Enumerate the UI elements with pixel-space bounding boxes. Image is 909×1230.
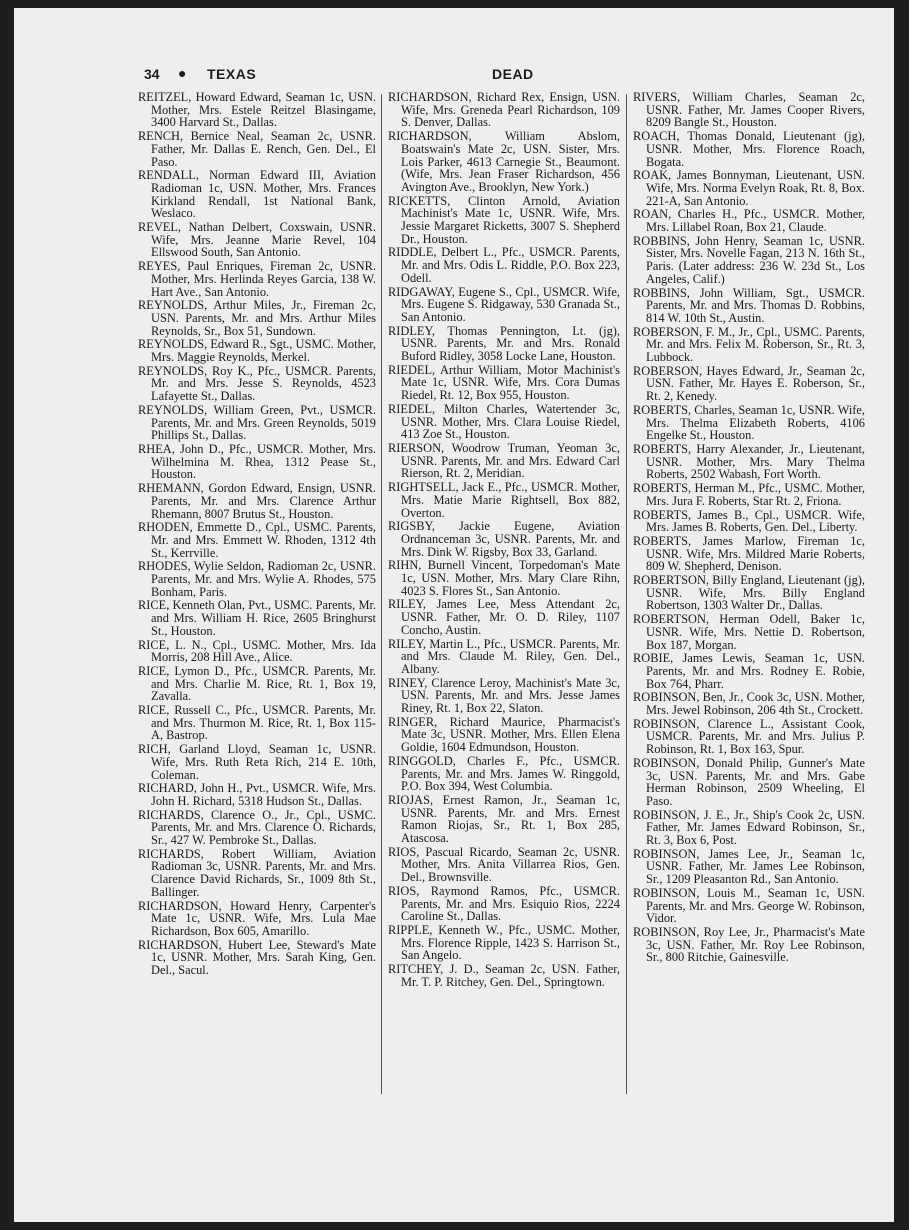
column-divider: [381, 94, 382, 1094]
casualty-entry: RICE, Kenneth Olan, Pvt., USMC. Parents, Mr. and Mrs. William H. Rice, 2605 Bringhurst St., Houston.: [138, 598, 376, 638]
casualty-entry: RICHARDS, Clarence O., Jr., Cpl., USMC. Parents, Mr. and Mrs. Clarence O. Richards, Sr., 427 W. Pembroke St., Dallas.: [138, 807, 376, 848]
casualty-entry: ROBBINS, John Henry, Seaman 1c, USNR. Sister, Mrs. Novelle Fagan, 213 N. 16th St., Paris. (Later address: 236 W. 23d St., Los Angeles, Calif.): [633, 233, 865, 286]
casualty-entry: ROBERTS, James Marlow, Fireman 1c, USNR. Wife, Mrs. Mildred Marie Roberts, 809 W. Shepherd, Denison.: [633, 533, 865, 574]
casualty-entry: RICHARDSON, Hubert Lee, Steward's Mate 1c, USNR. Mother, Mrs. Sarah King, Gen. Del., Sacul.: [138, 937, 376, 978]
casualty-entry: REYES, Paul Enriques, Fireman 2c, USNR. Mother, Mrs. Herlinda Reyes Garcia, 138 W. Hart Ave., San Antonio.: [138, 259, 376, 299]
casualty-entry: RIHN, Burnell Vincent, Torpedoman's Mate 1c, USN. Mother, Mrs. Mary Clare Rihn, 4023 S. Flores St., San Antonio.: [388, 558, 620, 598]
casualty-entry: RILEY, Martin L., Pfc., USMCR. Parents, Mr. and Mrs. Claude M. Riley, Gen. Del., Albany.: [388, 636, 620, 676]
document-page: [14, 8, 894, 1222]
casualty-entry: ROBERTS, James B., Cpl., USMCR. Wife, Mrs. James B. Roberts, Gen. Del., Liberty.: [633, 507, 865, 535]
casualty-entry: REVEL, Nathan Delbert, Coxswain, USNR. Wife, Mrs. Jeanne Marie Revel, 104 Ellswood South, San Antonio.: [138, 220, 376, 260]
page-header: [14, 66, 894, 88]
casualty-entry: RIGSBY, Jackie Eugene, Aviation Ordnanceman 3c, USNR. Parents, Mr. and Mrs. Dink W. Rigsby, Box 33, Garland.: [388, 519, 620, 559]
casualty-entry: RHODEN, Emmette D., Cpl., USMC. Parents, Mr. and Mrs. Emmett W. Rhoden, 1312 4th St., Kerrville.: [138, 520, 376, 560]
column-2: [388, 91, 620, 990]
casualty-entry: RIDDLE, Delbert L., Pfc., USMCR. Parents, Mr. and Mrs. Odis L. Riddle, P.O. Box 223, Odell.: [388, 245, 620, 285]
casualty-entry: ROBERTS, Harry Alexander, Jr., Lieutenant, USNR. Mother, Mrs. Mary Thelma Roberts, 2502 Wabash, Fort Worth.: [633, 441, 865, 482]
casualty-entry: REYNOLDS, Edward R., Sgt., USMC. Mother, Mrs. Maggie Reynolds, Merkel.: [138, 337, 376, 365]
casualty-entry: ROBINSON, Donald Philip, Gunner's Mate 3c, USN. Parents, Mr. and Mrs. Gabe Herman Robinson, 2509 Wheeling, El Paso.: [633, 755, 865, 808]
casualty-entry: RHEA, John D., Pfc., USMCR. Mother, Mrs. Wilhelmina M. Rhea, 1312 Pease St., Houston.: [138, 441, 376, 482]
casualty-entry: RITCHEY, J. D., Seaman 2c, USN. Father, Mr. T. P. Ritchey, Gen. Del., Springtown.: [388, 962, 620, 989]
casualty-entry: ROACH, Thomas Donald, Lieutenant (jg), USNR. Mother, Mrs. Florence Roach, Bogata.: [633, 129, 865, 169]
casualty-entry: ROBINSON, Roy Lee, Jr., Pharmacist's Mate 3c, USN. Father, Mr. Roy Lee Robinson, Sr., 800 Ritchie, Gainesville.: [633, 925, 865, 965]
casualty-entry: ROBBINS, John William, Sgt., USMCR. Parents, Mr. and Mrs. Thomas D. Robbins, 814 W. 10th St., Austin.: [633, 285, 865, 325]
casualty-entry: ROBERTSON, Herman Odell, Baker 1c, USNR. Wife, Mrs. Nettie D. Robertson, Box 187, Morgan.: [633, 612, 865, 652]
column-divider: [626, 94, 627, 1094]
casualty-entry: REYNOLDS, William Green, Pvt., USMCR. Parents, Mr. and Mrs. Green Reynolds, 5019 Phillips St., Dallas.: [138, 402, 376, 443]
casualty-entry: RIDGAWAY, Eugene S., Cpl., USMCR. Wife, Mrs. Eugene S. Ridgaway, 530 Granada St., San Antonio.: [388, 284, 620, 324]
casualty-entry: ROBIE, James Lewis, Seaman 1c, USN. Parents, Mr. and Mrs. Rodney E. Robie, Box 764, Pharr.: [633, 651, 865, 691]
bullet-icon: ●: [178, 65, 187, 81]
casualty-entry: ROBINSON, Louis M., Seaman 1c, USN. Parents, Mr. and Mrs. George W. Robinson, Vidor.: [633, 885, 865, 926]
casualty-entry: RIVERS, William Charles, Seaman 2c, USNR. Father, Mr. James Cooper Rivers, 8209 Bangle St., Houston.: [633, 90, 865, 130]
casualty-entry: RINGGOLD, Charles F., Pfc., USMCR. Parents, Mr. and Mrs. James W. Ringgold, P.O. Box 394, West Columbia.: [388, 753, 620, 794]
casualty-entry: ROBERTSON, Billy England, Lieutenant (jg), USNR. Wife, Mrs. Billy England Robertson, 1303 Walter Dr., Dallas.: [633, 573, 865, 613]
casualty-entry: RIOJAS, Ernest Ramon, Jr., Seaman 1c, USNR. Parents, Mr. and Mrs. Ernest Ramon Riojas, Sr., Rt. 1, Box 285, Atascosa.: [388, 792, 620, 846]
casualty-entry: ROBINSON, James Lee, Jr., Seaman 1c, USNR. Father, Mr. James Lee Robinson, Sr., 1209 Pleasanton Rd., San Antonio.: [633, 846, 865, 887]
casualty-entry: RICHARDSON, Richard Rex, Ensign, USN. Wife, Mrs. Greneda Pearl Richardson, 109 S. Denver, Dallas.: [388, 90, 620, 130]
category-heading: DEAD: [492, 66, 534, 82]
casualty-entry: RIEDEL, Arthur William, Motor Machinist's Mate 1c, USNR. Wife, Mrs. Cora Dumas Riedel, Rt. 12, Box 955, Houston.: [388, 362, 620, 403]
casualty-entry: RICHARDS, Robert William, Aviation Radioman 3c, USNR. Parents, Mr. and Mrs. Clarence David Richards, Sr., 1009 8th St., Ballinger.: [138, 846, 376, 899]
casualty-entry: RIERSON, Woodrow Truman, Yeoman 3c, USNR. Parents, Mr. and Mrs. Edward Carl Rierson, Rt. 2, Meridian.: [388, 440, 620, 481]
casualty-entry: RICE, L. N., Cpl., USMC. Mother, Mrs. Ida Morris, 208 Hill Ave., Alice.: [138, 637, 376, 665]
page-number: 34: [144, 66, 160, 82]
casualty-entry: ROBERTS, Charles, Seaman 1c, USNR. Wife, Mrs. Thelma Elizabeth Roberts, 4106 Engelke St., Houston.: [633, 402, 865, 443]
casualty-entry: ROAN, Charles H., Pfc., USMCR. Mother, Mrs. Lillabel Roan, Box 21, Claude.: [633, 207, 865, 235]
casualty-entry: RICH, Garland Lloyd, Seaman 1c, USNR. Wife, Mrs. Ruth Reta Rich, 214 E. 10th, Coleman.: [138, 742, 376, 782]
state-heading: TEXAS: [207, 66, 257, 82]
casualty-entry: RICHARDSON, William Abslom, Boatswain's Mate 2c, USN. Sister, Mrs. Lois Parker, 4613 Carnegie St., Beaumont. (Wife, Mrs. Jean Fraser Richardson, 456 Avington Ave., Brooklyn, New York.): [388, 129, 620, 194]
casualty-entry: RIGHTSELL, Jack E., Pfc., USMCR. Mother, Mrs. Matie Marie Rightsell, Box 882, Overton.: [388, 480, 620, 520]
casualty-entry: ROBINSON, Ben, Jr., Cook 3c, USN. Mother, Mrs. Jewel Robinson, 206 4th St., Crockett.: [633, 690, 865, 718]
casualty-entry: RIDLEY, Thomas Pennington, Lt. (jg), USNR. Parents, Mr. and Mrs. Ronald Buford Ridley, 3058 Locke Lane, Houston.: [388, 323, 620, 364]
casualty-entry: ROBERSON, Hayes Edward, Jr., Seaman 2c, USN. Father, Mr. Hayes E. Roberson, Sr., Rt. 2, Kenedy.: [633, 363, 865, 404]
column-3: [633, 91, 865, 965]
casualty-entry: RENCH, Bernice Neal, Seaman 2c, USNR. Father, Mr. Dallas E. Rench, Gen. Del., El Paso.: [138, 129, 376, 169]
casualty-entry: RIOS, Pascual Ricardo, Seaman 2c, USNR. Mother, Mrs. Anita Villarrea Rios, Gen. Del., Brownsville.: [388, 844, 620, 885]
casualty-entry: ROBERTS, Herman M., Pfc., USMC. Mother, Mrs. Jura F. Roberts, Star Rt. 2, Friona.: [633, 481, 865, 508]
casualty-entry: ROAK, James Bonnyman, Lieutenant, USN. Wife, Mrs. Norma Evelyn Roak, Rt. 8, Box. 221-A, San Antonio.: [633, 168, 865, 208]
casualty-entry: RIPPLE, Kenneth W., Pfc., USMC. Mother, Mrs. Florence Ripple, 1423 S. Harrison St., San Angelo.: [388, 923, 620, 963]
casualty-entry: RICE, Lymon D., Pfc., USMCR. Parents, Mr. and Mrs. Charlie M. Rice, Rt. 1, Box 19, Zavalla.: [138, 663, 376, 704]
casualty-entry: ROBERSON, F. M., Jr., Cpl., USMC. Parents, Mr. and Mrs. Felix M. Roberson, Sr., Rt. 3, Lubbock.: [633, 324, 865, 365]
casualty-entry: RICE, Russell C., Pfc., USMCR. Parents, Mr. and Mrs. Thurmon M. Rice, Rt. 1, Box 115-A, Bastrop.: [138, 703, 376, 743]
casualty-entry: ROBINSON, Clarence L., Assistant Cook, USMCR. Parents, Mr. and Mrs. Julius P. Robinson, Rt. 1, Box 163, Spur.: [633, 716, 865, 757]
casualty-entry: RENDALL, Norman Edward III, Aviation Radioman 1c, USN. Mother, Mrs. Frances Kirkland Rendall, 1st National Bank, Weslaco.: [138, 168, 376, 221]
column-1: [138, 91, 376, 978]
casualty-entry: RICKETTS, Clinton Arnold, Aviation Machinist's Mate 1c, USNR. Wife, Mrs. Jessie Margaret Ricketts, 3007 S. Shepherd Dr., Houston.: [388, 193, 620, 246]
casualty-entry: RIEDEL, Milton Charles, Watertender 3c, USNR. Mother, Mrs. Clara Louise Riedel, 413 Zoe St., Houston.: [388, 401, 620, 442]
casualty-entry: ROBINSON, J. E., Jr., Ship's Cook 2c, USN. Father, Mr. James Edward Robinson, Sr., Rt. 3, Box 6, Post.: [633, 807, 865, 848]
casualty-entry: REYNOLDS, Roy K., Pfc., USMCR. Parents, Mr. and Mrs. Jesse S. Reynolds, 4523 Lafayette St., Dallas.: [138, 363, 376, 404]
casualty-entry: RINGER, Richard Maurice, Pharmacist's Mate 3c, USNR. Mother, Mrs. Ellen Elena Goldie, 1604 Edmundson, Houston.: [388, 714, 620, 755]
casualty-entry: RHEMANN, Gordon Edward, Ensign, USNR. Parents, Mr. and Mrs. Clarence Arthur Rhemann, 8007 Brutus St., Houston.: [138, 481, 376, 521]
casualty-entry: RICHARDSON, Howard Henry, Carpenter's Mate 1c, USNR. Wife, Mrs. Lula Mae Richardson, Box 605, Amarillo.: [138, 898, 376, 938]
casualty-entry: RILEY, James Lee, Mess Attendant 2c, USNR. Father, Mr. O. D. Riley, 1107 Concho, Austin.: [388, 597, 620, 637]
casualty-entry: RINEY, Clarence Leroy, Machinist's Mate 3c, USN. Parents, Mr. and Mrs. Jesse James Riney, Rt. 1, Box 22, Slaton.: [388, 675, 620, 716]
casualty-entry: RICHARD, John H., Pvt., USMCR. Wife, Mrs. John H. Richard, 5318 Hudson St., Dallas.: [138, 781, 376, 808]
casualty-entry: RIOS, Raymond Ramos, Pfc., USMCR. Parents, Mr. and Mrs. Esiquio Rios, 2224 Caroline St., Dallas.: [388, 883, 620, 924]
casualty-entry: REITZEL, Howard Edward, Seaman 1c, USN. Mother, Mrs. Estele Reitzel Blasingame, 3400 Harvard St., Dallas.: [138, 90, 376, 130]
casualty-entry: REYNOLDS, Arthur Miles, Jr., Fireman 2c, USN. Parents, Mr. and Mrs. Arthur Miles Reynolds, Sr., Box 51, Sundown.: [138, 298, 376, 338]
casualty-entry: RHODES, Wylie Seldon, Radioman 2c, USNR. Parents, Mr. and Mrs. Wylie A. Rhodes, 575 Bonham, Paris.: [138, 559, 376, 599]
